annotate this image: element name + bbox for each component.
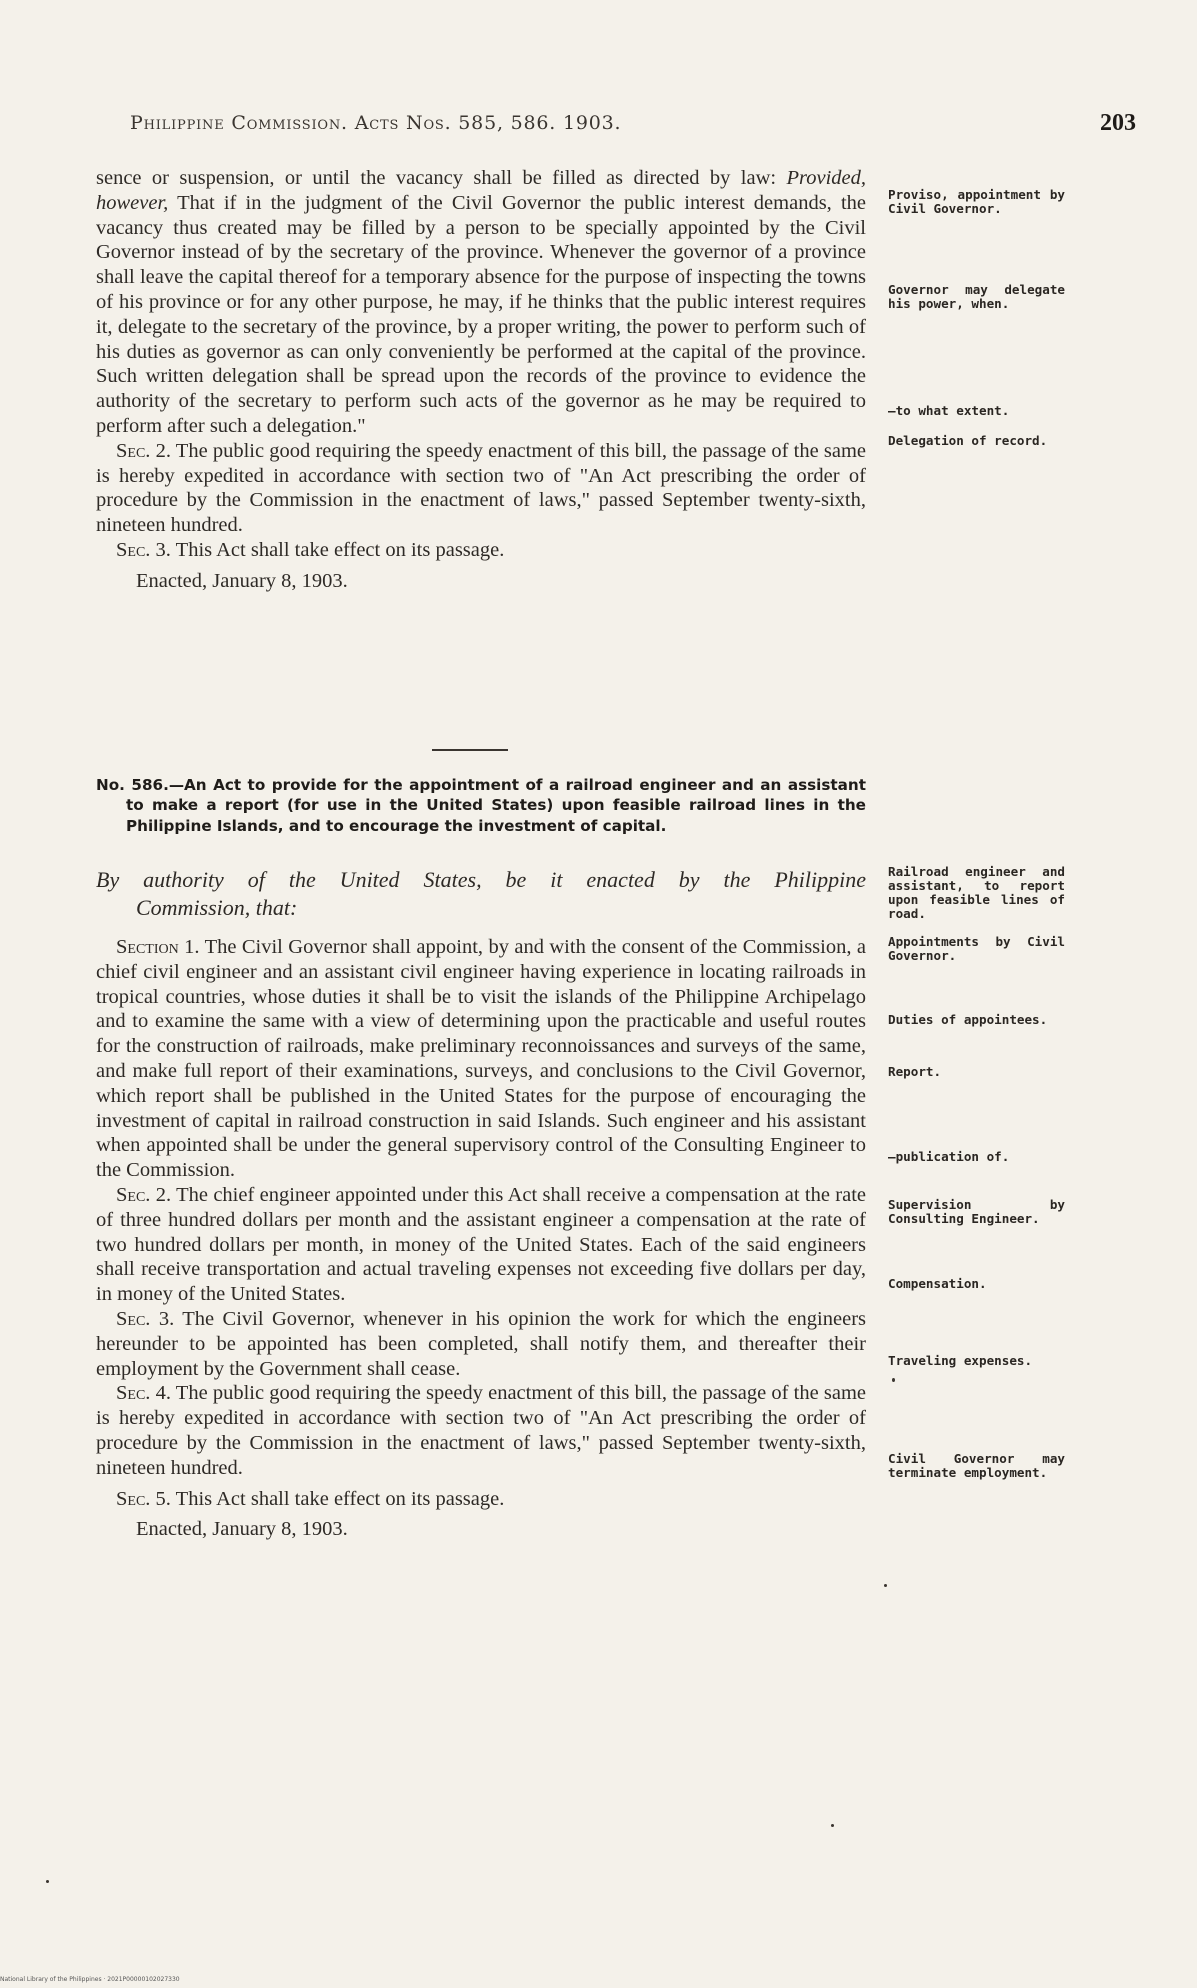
margin-note: Report.: [888, 1064, 942, 1079]
margin-note: Traveling expenses.: [888, 1353, 1033, 1368]
margin-note: Proviso, appointment by Civil Governor.: [888, 187, 1065, 216]
margin-note: —to what extent.: [888, 403, 1010, 418]
margin-note: Appointments by Civil Governor.: [888, 934, 1065, 963]
act-586-heading: [96, 775, 866, 836]
enacted-line: Enacted, January 8, 1903.: [136, 569, 348, 592]
enacted-line: Enacted, January 8, 1903.: [136, 1518, 348, 1541]
running-head-text: Philippine Commission. Acts Nos. 585, 586. 1903.: [130, 112, 622, 134]
margin-note: Civil Governor may terminate employment.: [888, 1451, 1065, 1480]
margin-note: Governor may delegate his power, when.: [888, 282, 1065, 311]
section-label: Sec. 2.: [116, 1183, 172, 1206]
text-run: sence or suspension, or until the vacancy shall be filled as directed by law:: [96, 167, 787, 189]
scan-speck: [46, 1880, 49, 1883]
section-text: The Civil Governor shall appoint, by and with the consent of the Commission, a chief civil engineer and an assistant civil engineer having experience in locating railroads in tropical countries, whose duties it shall be to visit the islands of the Philippine Archipelago and to examine the same with a view of determining upon the practicable and useful routes for the construction of railroads, make preliminary reconnoissances and surveys of the same, and make full report of their examinations, surveys, and conclusions to the Civil Governor, which report shall be published in the United States for the purpose of encouraging the investment of capital in railroad construction in said Islands. Such engineer and his assistant when appointed shall be under the general supervisory control of the Consulting Engineer to the Commission.: [96, 936, 866, 1182]
section-5: [96, 1487, 866, 1512]
paragraph: [96, 166, 866, 439]
margin-note: Compensation.: [888, 1276, 987, 1291]
running-head: [130, 112, 790, 134]
section-label: Sec. 4.: [116, 1382, 171, 1405]
enacting-line-2: Commission, that:: [136, 895, 298, 920]
text-run: That if in the judgment of the Civil Governor the public interest demands, the vacancy thus created may be filled by a person to be specially appointed by the Civil Governor instead of by the secretary of the province. Whenever the governor of a province shall leave the capital thereof for a temporary absence for the purpose of inspecting the towns of his province or for any other purpose, he may, if he thinks that the public interest requires it, delegate to the secretary of the province, by a proper writing, the power to perform such of his duties as governor as can only conveniently be performed at the capital of the province. Such written delegation shall be spread upon the records of the province to evidence the authority of the secretary to perform such acts of the governor as he may be required to perform after such a delegation.": [96, 191, 866, 437]
section-2: [96, 439, 866, 538]
section-divider: [432, 749, 508, 751]
section-label: Sec. 3.: [116, 538, 171, 561]
section-3: [96, 538, 866, 563]
scan-footer: National Library of the Philippines · 2021P00000102027330: [0, 1976, 180, 1983]
act-heading-text: [96, 775, 866, 836]
scan-speck: [831, 1824, 834, 1827]
section-1: [96, 935, 866, 1183]
section-3: [96, 1307, 866, 1381]
act-585-continuation: [96, 166, 866, 594]
section-2: [96, 1183, 866, 1307]
page-number: 203: [1100, 110, 1136, 136]
enacting-line-1: By authority of the United States, be it enacted by the Philippine: [96, 867, 866, 892]
margin-note: Duties of appointees.: [888, 1012, 1048, 1027]
scan-speck: [892, 1378, 895, 1382]
section-label: Sec. 5.: [116, 1487, 171, 1510]
section-text: The public good requiring the speedy enactment of this bill, the passage of the same is hereby expedited in accordance with section two of "An Act prescribing the order of procedure by the Commission in the enactment of laws," passed September twenty-sixth, nineteen hundred.: [96, 1382, 866, 1479]
scan-speck: [884, 1584, 887, 1587]
section-text: The chief engineer appointed under this Act shall receive a compensation at the rate of three hundred dollars per month and the assistant engineer a compensation at the rate of two hundred dollars per month, in money of the United States. Each of the said engineers shall receive transportation and actual traveling expenses not exceeding five dollars per day, in money of the United States.: [96, 1183, 866, 1306]
margin-note: Railroad engineer and assistant, to report upon feasible lines of road.: [888, 864, 1065, 921]
section-text: This Act shall take effect on its passage.: [170, 538, 505, 561]
enacting-clause: [96, 866, 866, 922]
margin-note: Supervision by Consulting Engineer.: [888, 1197, 1065, 1226]
proviso-italic: Provided, however,: [96, 167, 866, 214]
section-label: Section 1.: [116, 936, 200, 958]
margin-note: —publication of.: [888, 1149, 1010, 1164]
section-text: The Civil Governor, whenever in his opinion the work for which the engineers hereunder to be appointed has been completed, shall notify them, and thereafter their employment by the Government shall cease.: [96, 1307, 867, 1380]
section-text: This Act shall take effect on its passage.: [170, 1487, 505, 1510]
margin-note: Delegation of record.: [888, 433, 1048, 448]
act-title: —An Act to provide for the appointment of a railroad engineer and an assistant to make a report (for use in the United States) upon feasible railroad lines in the Philippine Islands, and to encourage the investment of capital.: [126, 776, 866, 835]
act-586-body: [96, 935, 866, 1542]
section-label: Sec. 3.: [116, 1307, 175, 1330]
section-text: The public good requiring the speedy enactment of this bill, the passage of the same is hereby expedited in accordance with section two of "An Act prescribing the order of procedure by the Commission in the enactment of laws," passed September twenty-sixth, nineteen hundred.: [96, 439, 866, 537]
section-4: [96, 1381, 866, 1480]
act-number: No. 586.: [96, 776, 169, 794]
section-label: Sec. 2.: [116, 439, 171, 462]
